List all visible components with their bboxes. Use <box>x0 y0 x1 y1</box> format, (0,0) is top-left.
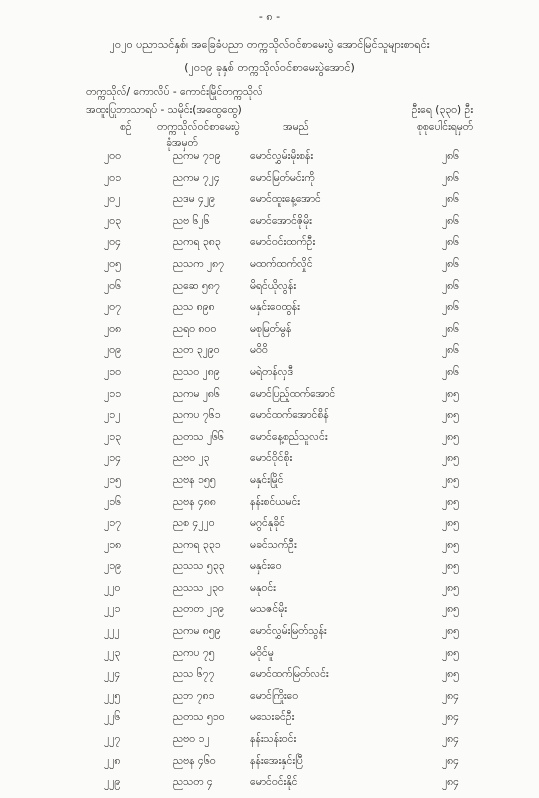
table-row <box>0 733 539 755</box>
row-marks: ၂၈၄ <box>441 711 459 724</box>
row-name: မဂွင်နုခိုင် <box>250 517 285 530</box>
row-roll-number: ညကမ ၇၂၄ <box>173 171 220 184</box>
row-roll-number: ညဗန ၁၅၅ <box>173 473 216 486</box>
row-name: မောင်လွှမ်းမိုးစန်း <box>250 150 314 162</box>
row-marks: ၂၈၅ <box>441 538 459 551</box>
row-marks: ၂၈၅ <box>441 668 459 681</box>
row-marks: ၂၈၅ <box>441 409 459 422</box>
row-name: မနှင်းဝေ <box>250 560 282 573</box>
subject-label: အထူးပြုဘာသာရပ် - သမိုင်း(အထွေထွေ) <box>86 104 242 116</box>
table-row <box>0 236 539 258</box>
table-row <box>0 344 539 366</box>
total-count-label: ဦးရေ (၃၃၀) ဦး <box>411 104 473 116</box>
row-roll-number: ညတ ၃၂၉၀ <box>173 344 220 357</box>
column-header-name: အမည် <box>283 121 309 133</box>
table-row <box>0 496 539 518</box>
table-row <box>0 668 539 690</box>
row-roll-number: ညဗန ၄၆၀ <box>173 754 216 767</box>
row-name: မောင်ဝိုင်စိုး <box>250 452 293 465</box>
row-serial: ၂၂၈ <box>104 754 121 767</box>
row-roll-number: ညသ၀ ၂၈၉ <box>173 365 220 378</box>
row-name: နန်းသန်းဝင်း <box>250 733 297 746</box>
table-row <box>0 711 539 733</box>
row-name: နန်းအေးနှင်းပြီ <box>250 754 303 767</box>
row-marks: ၂၈၆ <box>441 193 459 206</box>
row-name: မနှင်းမြိုင် <box>250 473 284 486</box>
row-serial: ၂၂၃ <box>104 646 121 659</box>
document-title: ၂၀၂၀ ပညာသင်နှစ်၊ အခြေခံပညာ တက္ကသိုလ်ဝင်စာမေးပွဲ အောင်မြင်သူများစာရင်း <box>109 38 430 51</box>
row-roll-number: ညတတ ၂၁၉ <box>173 603 224 616</box>
row-marks: ၂၈၅ <box>441 452 459 465</box>
table-row <box>0 560 539 582</box>
row-marks: ၂၈၆ <box>441 257 459 270</box>
row-marks: ၂၈၅ <box>441 473 459 486</box>
table-row <box>0 452 539 474</box>
table-row <box>0 323 539 345</box>
table-row <box>0 366 539 388</box>
row-marks: ၂၈၅ <box>441 430 459 443</box>
row-serial: ၂၁၆ <box>104 495 121 508</box>
row-marks: ၂၈၅ <box>441 625 459 638</box>
row-roll-number: ညဗ၀ ၁၂ <box>173 733 210 746</box>
row-name: မိရင်ယိုလွန်း <box>250 279 296 292</box>
row-roll-number: ညသက ၂၈၇ <box>173 257 224 270</box>
row-roll-number: ညသ ၈၉၈ <box>173 301 215 314</box>
row-marks: ၂၈၆ <box>441 344 459 357</box>
row-marks: ၂၈၅ <box>441 603 459 616</box>
row-serial: ၂၀၉ <box>104 344 121 357</box>
row-marks: ၂၈၅ <box>441 495 459 508</box>
table-row <box>0 647 539 669</box>
row-roll-number: ညရ၀ ၈၀၀ <box>173 322 217 335</box>
table-row <box>0 280 539 302</box>
row-name: မောင်အောင်ဇိုမိုး <box>250 214 312 227</box>
row-name: မောင်ပြည့်ထက်အောင် <box>250 387 336 400</box>
row-name: မခင်သက်ဦး <box>250 538 297 551</box>
row-name: မောင်ထက်မြတ်လင်း <box>250 668 329 681</box>
row-marks: ၂၈၆ <box>441 301 459 314</box>
table-row <box>0 215 539 237</box>
table-row <box>0 755 539 777</box>
table-row <box>0 172 539 194</box>
row-name: မောင်ထူးနေ့အောင် <box>250 193 321 206</box>
row-serial: ၂၀၈ <box>104 322 122 335</box>
row-serial: ၂၂၄ <box>104 668 121 681</box>
row-marks: ၂၈၄ <box>441 776 459 789</box>
row-serial: ၂၂၉ <box>104 776 121 789</box>
row-roll-number: ညသသ ၂၃၀ <box>173 581 224 594</box>
university-label: တက္ကသိုလ်/ ကောလိပ် - ကောင်းမြိုင်တက္ကသိုလ် <box>86 86 263 98</box>
row-name: မသဇင်မိုး <box>250 603 287 616</box>
table-row <box>0 258 539 280</box>
row-name: မောင်မြတ်မင်းကို <box>250 171 315 184</box>
page-number: - ၈ - <box>258 10 281 23</box>
row-serial: ၂၁၀ <box>104 365 121 378</box>
row-marks: ၂၈၆ <box>441 279 459 292</box>
column-header-roll-line2: ခုံအမှတ် <box>166 137 198 149</box>
row-serial: ၂၁၉ <box>104 560 121 573</box>
row-name: မသေးခင်ဦး <box>250 711 295 724</box>
row-roll-number: ညသ ၆၇၇ <box>173 668 215 681</box>
row-name: နန်းစင်ယမင်း <box>250 495 300 508</box>
row-serial: ၂၁၅ <box>104 473 121 486</box>
row-name: မနှင်းဝေထွန်း <box>250 301 300 314</box>
row-serial: ၂၀၂ <box>104 193 121 206</box>
row-name: မနုဝင်း <box>250 581 276 594</box>
row-roll-number: ညတသ ၅၁၀ <box>173 711 225 724</box>
row-name: မစုမြတ်မွန် <box>250 322 292 335</box>
row-serial: ၂၂၂ <box>104 625 120 638</box>
row-roll-number: ညသတ ၄ <box>173 776 213 789</box>
row-marks: ၂၈၆ <box>441 214 459 227</box>
row-roll-number: ညဗန ၄၈၈ <box>173 495 216 508</box>
row-roll-number: ညဒမ ၄၂၉ <box>173 193 215 206</box>
row-marks: ၂၈၆ <box>441 150 459 162</box>
row-roll-number: ညဗ၀ ၂၃ <box>173 452 210 465</box>
row-serial: ၂၀၃ <box>104 214 121 227</box>
row-roll-number: ညကရ ၃၃၁ <box>173 538 221 551</box>
row-serial: ၂၁၄ <box>104 452 121 465</box>
column-header-roll: တက္ကသိုလ်ဝင်စာမေးပွဲ <box>157 121 240 133</box>
row-marks: ၂၈၄ <box>441 733 459 746</box>
table-row <box>0 517 539 539</box>
row-roll-number: ညကပ ၇၆၁ <box>173 409 221 422</box>
row-serial: ၂၂၀ <box>104 581 121 594</box>
column-header-marks: စုစုပေါင်းရမှတ် <box>416 121 473 133</box>
table-row <box>0 690 539 712</box>
row-serial: ၂၀၅ <box>104 257 121 270</box>
row-serial: ၂၂၅ <box>104 689 121 702</box>
row-marks: ၂၈၄ <box>441 689 459 702</box>
row-name: မထက်ထက်လှိုင် <box>250 257 313 270</box>
row-serial: ၂၀၆ <box>104 279 121 292</box>
row-roll-number: ညကပ ၇၅ <box>173 646 215 659</box>
row-roll-number: ညကမ ၂၈၆ <box>173 387 220 400</box>
row-marks: ၂၈၆ <box>441 171 459 184</box>
table-row <box>0 474 539 496</box>
row-roll-number: ညကရ ၃၈၃ <box>173 236 221 249</box>
row-roll-number: ညဗ ၆၂၆ <box>173 214 210 227</box>
row-marks: ၂၈၅ <box>441 560 459 573</box>
row-roll-number: ညကမ ၇၁၉ <box>173 150 221 162</box>
row-serial: ၂၂၁ <box>104 603 121 616</box>
row-roll-number: ညစ ၄၂၂၀ <box>173 517 215 530</box>
row-roll-number: ညဘ ၇၈၁ <box>173 689 215 702</box>
row-serial: ၂၂၇ <box>104 733 121 746</box>
row-marks: ၂၈၅ <box>441 387 459 400</box>
table-row <box>0 193 539 215</box>
row-roll-number: ညသသ ၅၃၃ <box>173 560 225 573</box>
row-marks: ၂၈၅ <box>441 517 459 530</box>
document-subtitle: (၂၀၁၉ ခုနှစ် တက္ကသိုလ်ဝင်စာမေးပွဲအောင်) <box>184 61 355 74</box>
row-marks: ၂၈၆ <box>441 365 459 378</box>
row-roll-number: ညတသ ၂၆၆ <box>173 430 224 443</box>
row-roll-number: ညကမ ၈၅၉ <box>173 625 221 638</box>
row-serial: ၂၁၇ <box>104 517 121 530</box>
row-name: မောင်ထက်အောင်စိန် <box>250 409 329 422</box>
row-serial: ၂၀၄ <box>104 236 121 249</box>
row-name: မဝိဝိ <box>250 344 268 357</box>
row-name: မောင်ဝင်းနိုင် <box>250 776 298 789</box>
table-row <box>0 150 539 172</box>
row-roll-number: ညဆေ ၅၈၇ <box>173 279 220 292</box>
table-row <box>0 603 539 625</box>
row-name: မရဲတန်လှဒီ <box>250 365 294 378</box>
row-serial: ၂၁၃ <box>104 430 121 443</box>
row-name: မဝိုင်မူ <box>250 646 274 659</box>
table-row <box>0 301 539 323</box>
row-serial: ၂၁၁ <box>104 387 121 400</box>
row-serial: ၂၂၆ <box>104 711 121 724</box>
row-serial: ၂၁၂ <box>104 409 121 422</box>
row-name: မောင်နေ့စည်သူလင်း <box>250 430 328 443</box>
results-table <box>0 150 539 798</box>
table-row <box>0 776 539 798</box>
row-marks: ၂၈၆ <box>441 236 459 249</box>
row-serial: ၂၁၈ <box>104 538 122 551</box>
row-serial: ၂၀၇ <box>104 301 121 314</box>
row-marks: ၂၈၆ <box>441 322 459 335</box>
table-row <box>0 409 539 431</box>
table-row <box>0 625 539 647</box>
table-row <box>0 539 539 561</box>
row-marks: ၂၈၄ <box>441 754 459 767</box>
row-serial: ၂၀၀ <box>104 150 121 162</box>
row-serial: ၂၀၁ <box>104 171 121 184</box>
row-marks: ၂၈၅ <box>441 581 459 594</box>
row-name: မောင်ကြိုးဝေ <box>250 689 299 702</box>
row-name: မောင်ဝင်းထက်ဦး <box>250 236 316 249</box>
column-header-serial: စဉ် <box>120 121 132 133</box>
table-row <box>0 388 539 410</box>
row-name: မောင်လွှမ်းမြတ်သွန်း <box>250 625 327 638</box>
table-row <box>0 582 539 604</box>
table-row <box>0 431 539 453</box>
row-marks: ၂၈၅ <box>441 646 459 659</box>
